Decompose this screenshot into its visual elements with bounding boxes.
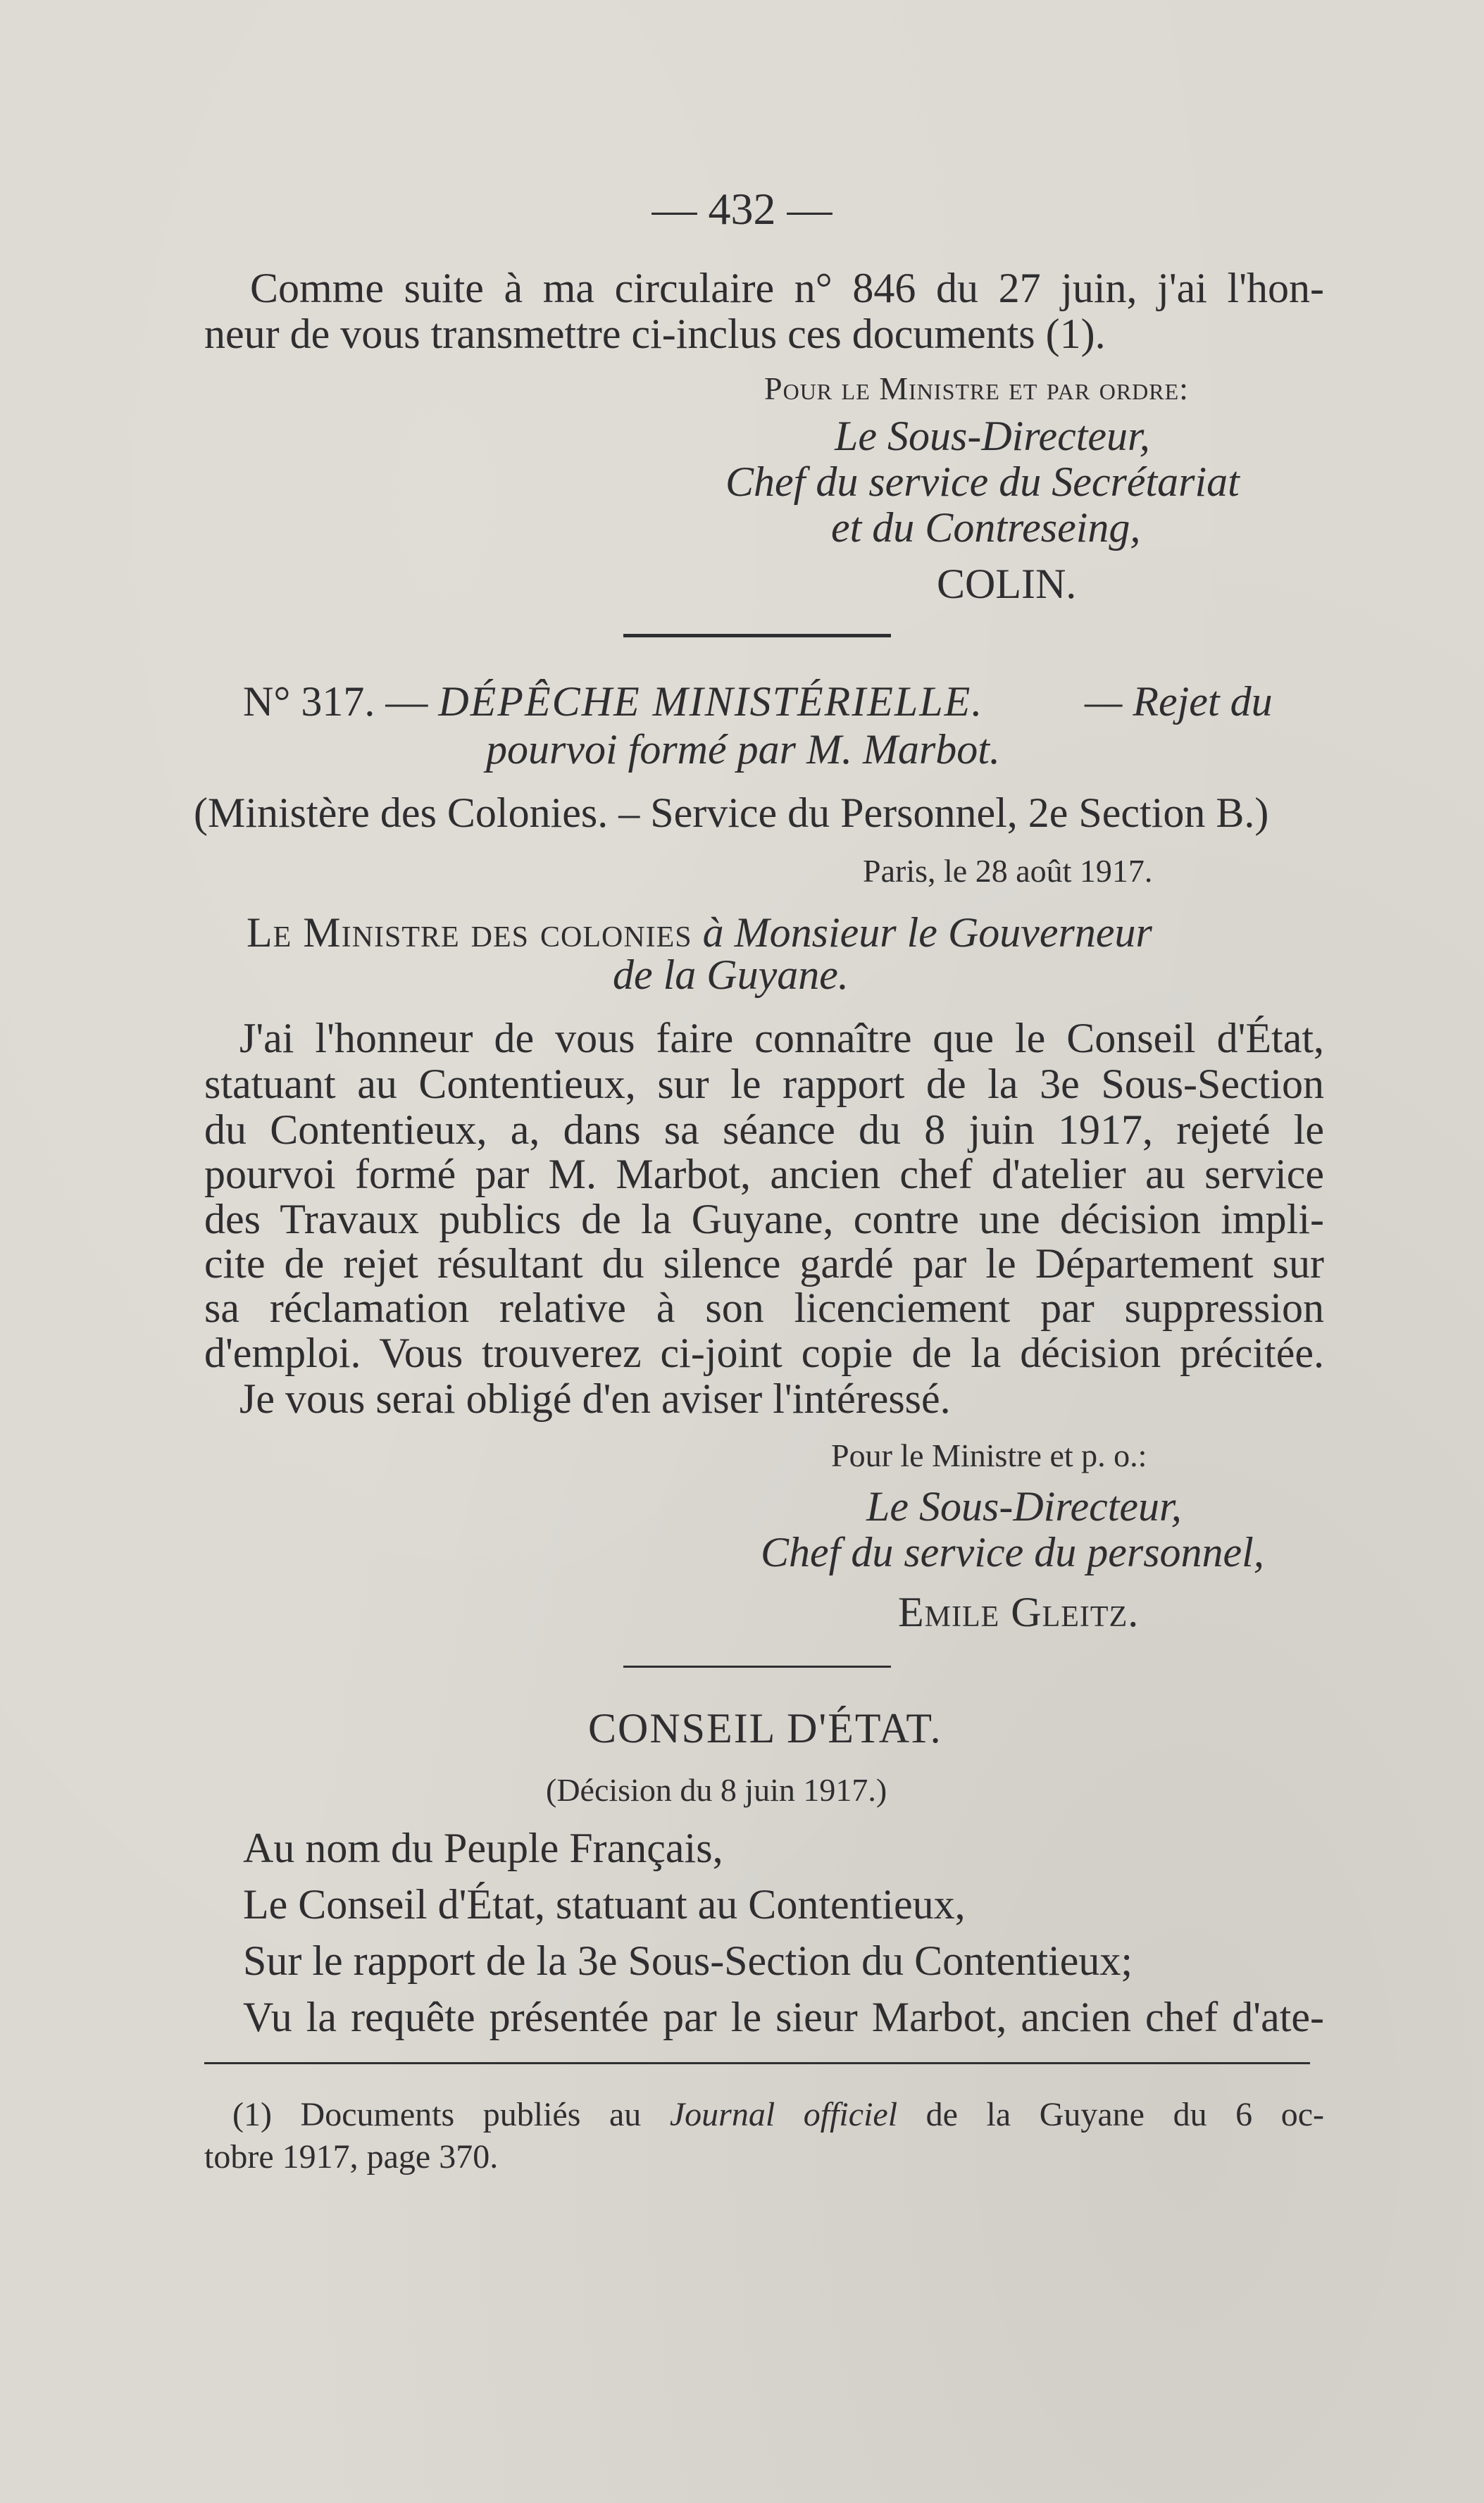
- depeche-body-line-7: sa réclamation relative à son licenciement par suppression: [204, 1285, 1324, 1331]
- signature2-name: Emile Gleitz.: [898, 1589, 1140, 1635]
- signature1-line-4: et du Contreseing,: [831, 504, 1141, 551]
- footnote-line-1: [232, 2095, 1324, 2134]
- conseil-line-3: Sur le rapport de la 3e Sous-Section du Contentieux;: [243, 1937, 1133, 1984]
- depeche-body-line-8: d'emploi. Vous trouverez ci-joint copie de la décision précitée.: [204, 1330, 1324, 1376]
- intro-line-2: neur de vous transmettre ci-inclus ces documents (1).: [204, 311, 1106, 357]
- addressee-to-line-1: à Monsieur le Gouverneur: [702, 909, 1152, 956]
- depeche-subject-line-1: — Rejet du: [1085, 678, 1273, 725]
- footnote-line-2: tobre 1917, page 370.: [204, 2138, 499, 2176]
- depeche-body-line-1: J'ai l'honneur de vous faire connaître que le Conseil d'État,: [239, 1015, 1324, 1061]
- conseil-line-4: Vu la requête présentée par le sieur Marbot, ancien chef d'ate-: [243, 1994, 1324, 2040]
- footnote-rule: [204, 2062, 1310, 2064]
- page-number: — 432 —: [651, 184, 833, 234]
- signature2-line-3: Chef du service du personnel,: [761, 1529, 1264, 1575]
- depeche-date: Paris, le 28 août 1917.: [863, 853, 1153, 889]
- signature2-line-1: Pour le Ministre et p. o.:: [831, 1437, 1147, 1473]
- intro-line-1: Comme suite à ma circulaire n° 846 du 27 juin, j'ai l'hon-: [250, 265, 1324, 311]
- depeche-body-line-9: Je vous serai obligé d'en aviser l'intéressé.: [239, 1375, 951, 1422]
- signature1-line-2: Le Sous-Directeur,: [835, 413, 1150, 459]
- footnote-start: (1) Documents publiés au: [232, 2096, 642, 2133]
- conseil-decision: (Décision du 8 juin 1917.): [546, 1772, 887, 1808]
- depeche-heading: [243, 678, 983, 726]
- depeche-title: DÉPÊCHE MINISTÉRIELLE.: [438, 678, 984, 725]
- depeche-number: N° 317. —: [243, 678, 428, 725]
- depeche-service: (Ministère des Colonies. – Service du Personnel, 2e Section B.): [194, 789, 1269, 836]
- depeche-body-line-4: pourvoi formé par M. Marbot, ancien chef d'atelier au service: [204, 1151, 1324, 1197]
- depeche-subject-line-2: pourvoi formé par M. Marbot.: [486, 726, 1000, 773]
- signature1-line-1: Pour le Ministre et par ordre:: [764, 370, 1189, 406]
- depeche-body-line-2: statuant au Contentieux, sur le rapport de la 3e Sous-Section: [204, 1061, 1324, 1107]
- addressee-from: Le Ministre des colonies: [247, 909, 692, 956]
- signature2-line-2: Le Sous-Directeur,: [866, 1483, 1182, 1530]
- depeche-body-line-5: des Travaux publics de la Guyane, contre une décision impli-: [204, 1196, 1324, 1242]
- depeche-body-line-6: cite de rejet résultant du silence gardé par le Département sur: [204, 1240, 1324, 1287]
- signature1-line-3: Chef du service du Secrétariat: [725, 458, 1240, 505]
- conseil-heading: CONSEIL D'ÉTAT.: [588, 1705, 942, 1752]
- depeche-addressee: [247, 909, 1152, 957]
- footnote-journal: Journal officiel: [669, 2096, 898, 2133]
- conseil-line-2: Le Conseil d'État, statuant au Contentieux,: [243, 1881, 966, 1928]
- signature1-name: COLIN.: [937, 561, 1077, 607]
- addressee-to-line-2: de la Guyane.: [613, 951, 849, 998]
- depeche-body-line-3: du Contentieux, a, dans sa séance du 8 juin 1917, rejeté le: [204, 1106, 1324, 1153]
- footnote-end: de la Guyane du 6 oc-: [925, 2096, 1325, 2133]
- separator-rule-1: [623, 634, 891, 637]
- separator-rule-2: [623, 1666, 891, 1668]
- conseil-line-1: Au nom du Peuple Français,: [243, 1825, 723, 1871]
